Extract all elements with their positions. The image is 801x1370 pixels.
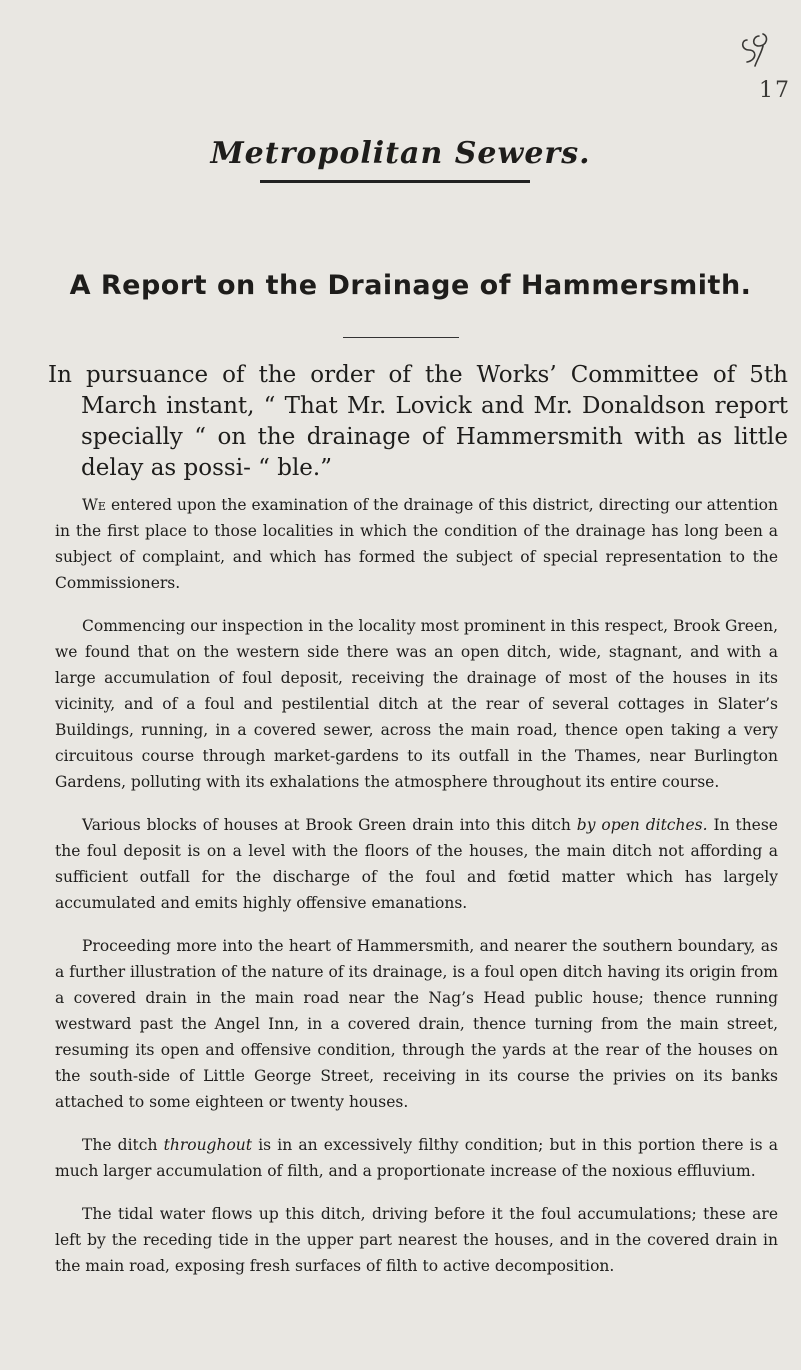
archive-number: 17 <box>759 78 791 103</box>
paragraph-4: Proceeding more into the heart of Hammersmith, and nearer the southern boundary, as a further illustration of the nature of its drainage, is a foul open ditch having its origin from a covered drain in the main road near the Nag’s Head public house; thence running westward past the Angel Inn, in a covered drain, thence turning from the main street, resuming its open and offensive condition, through the yards at the rear of the houses on the south-side of Little George Street, receiving in its course the privies on its banks attached to some eighteen or twenty houses. <box>55 937 778 1111</box>
paragraph-3-text-a: Various blocks of houses at Brook Green drain into this ditch <box>82 816 577 834</box>
paragraph-5-emphasis: throughout <box>163 1136 253 1154</box>
intro-paragraph: In pursuance of the order of the Works’ Committee of 5th March instant, “ That Mr. Lovick and Mr. Donaldson report specially “ on the drainage of Hammersmith with as little delay as possi- “ ble.” <box>48 362 788 481</box>
paragraph-6: The tidal water flows up this ditch, driving before it the foul accumulations; these are left by the receding tide in the upper part nearest the houses, and in the covered drain in the main road, exposing fresh surfaces of filth to active decomposition. <box>55 1205 778 1275</box>
paragraph-1-text: entered upon the examination of the drainage of this district, directing our attention in the first place to those localities in which the condition of the drainage has long been a subject of complaint, and which has formed the subject of special representation to the Commissioners. <box>55 496 778 592</box>
masthead: Metropolitan Sewers. <box>210 136 591 171</box>
paragraph-1-lead: We <box>82 496 106 514</box>
paragraph-5 <box>55 1132 778 1184</box>
paragraph-5-text-b: is in an excessively filthy condition; but in this portion there is a much larger accumulation of filth, and a proportionate increase of the noxious effluvium. <box>55 1136 778 1180</box>
masthead-rule <box>260 180 530 183</box>
handwritten-signature-mark <box>739 30 779 68</box>
paragraph-2: Commencing our inspection in the locality most prominent in this respect, Brook Green, we found that on the western side there was an open ditch, wide, stagnant, and with a large accumulation of foul deposit, receiving the drainage of most of the houses in its vicinity, and of a foul and pestilential ditch at the rear of several cottages in Slater’s Buildings, running, in a covered sewer, across the main road, thence open taking a very circuitous course through market-gardens to its outfall in the Thames, near Burlington Gardens, polluting with its exhalations the atmosphere throughout its entire course. <box>55 617 778 791</box>
report-title: A Report on the Drainage of Hammersmith. <box>69 270 752 301</box>
paragraph-3 <box>55 812 778 916</box>
paragraph-3-text-b: In these the foul deposit is on a level with the floors of the houses, the main ditch not affording a sufficient outfall for the discharge of the foul and fœtid matter which has largely accumulated and emits highly offensive emanations. <box>55 816 778 912</box>
title-rule <box>343 337 459 338</box>
intro-block <box>48 360 788 484</box>
report-body <box>55 492 778 1296</box>
paragraph-1 <box>55 492 778 596</box>
paragraph-5-text-a: The ditch <box>82 1136 164 1154</box>
paragraph-3-emphasis: by open ditches. <box>576 816 708 834</box>
